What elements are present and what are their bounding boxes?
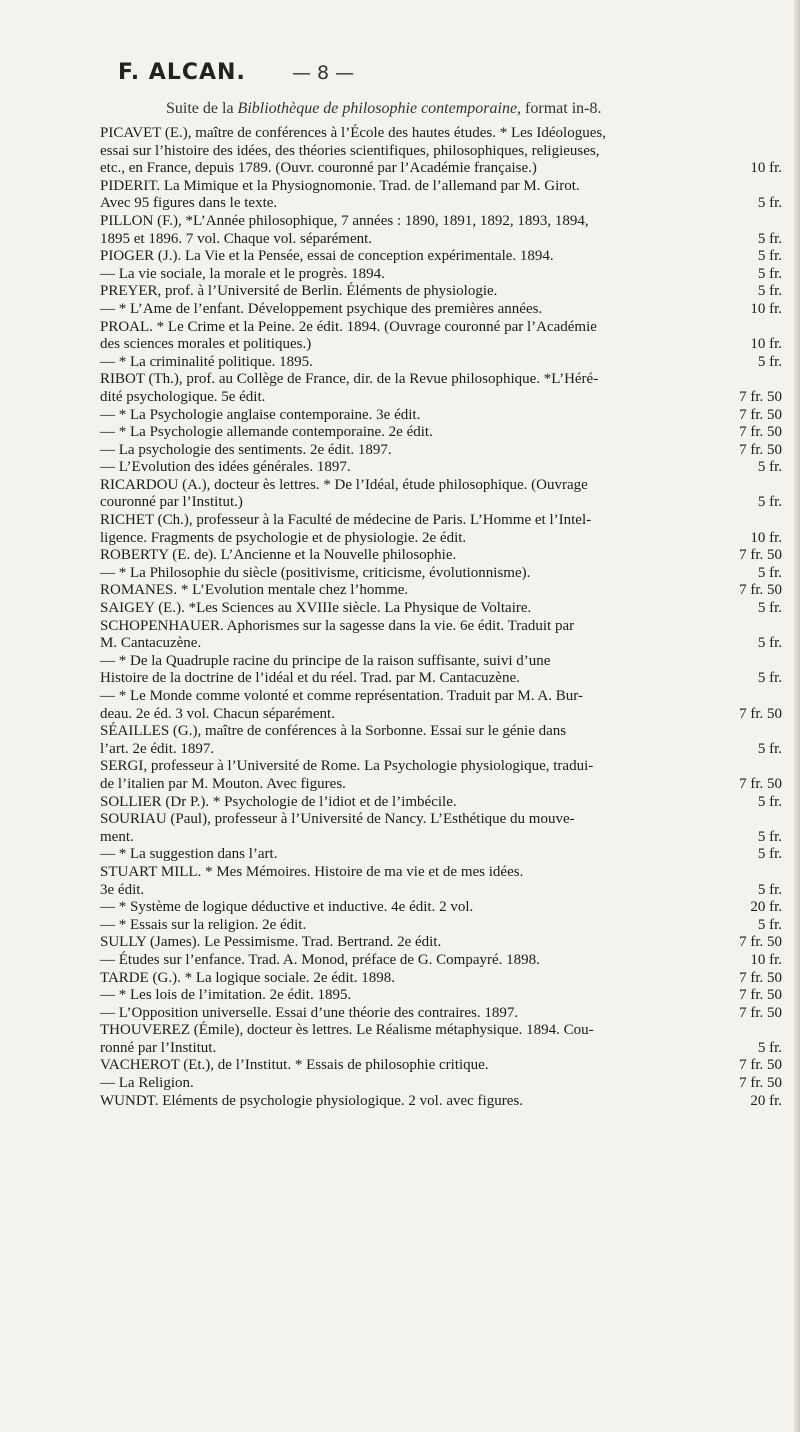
publisher-name: F. ALCAN. [118, 60, 246, 85]
catalog-line [100, 160, 782, 178]
catalog-line [100, 741, 782, 759]
catalog-line [100, 1057, 782, 1075]
catalog-line [100, 512, 782, 530]
catalog-line [100, 952, 782, 970]
page-number: — 8 — [292, 62, 355, 84]
entry-text: RICHET (Ch.), professeur à la Faculté de médecine de Paris. L’Homme et l’Intel- [100, 512, 592, 529]
catalog-line [100, 829, 782, 847]
entry-text: — * La Psychologie allemande contemporaine. 2e édit. [100, 424, 433, 441]
entry-text: WUNDT. Eléments de psychologie physiologique. 2 vol. avec figures. [100, 1092, 523, 1109]
entry-price: 5 fr. [757, 881, 782, 898]
entry-price: 5 fr. [757, 1039, 782, 1056]
catalog-line [100, 758, 782, 776]
entry-text: RIBOT (Th.), prof. au Collège de France, dir. de la Revue philosophique. *L’Héré- [100, 371, 599, 388]
entry-text: — * L’Ame de l’enfant. Développement psychique des premières années. [100, 300, 543, 317]
subtitle-prefix: Suite de la [166, 100, 238, 117]
entry-text: — La psychologie des sentiments. 2e édit. 1897. [100, 441, 392, 458]
entry-price: 7 fr. 50 [739, 969, 782, 986]
entry-text: TARDE (G.). * La logique sociale. 2e édit. 1898. [100, 969, 395, 986]
catalog-line [100, 653, 782, 671]
entry-price: 5 fr. [757, 230, 782, 247]
catalog-line [100, 565, 782, 583]
entry-text: SERGI, professeur à l’Université de Rome. La Psychologie physiologique, tradui- [100, 758, 594, 775]
entry-price: 10 fr. [750, 160, 782, 177]
entry-text: THOUVEREZ (Émile), docteur ès lettres. Le Réalisme métaphysique. 1894. Cou- [100, 1022, 594, 1039]
entry-text: deau. 2e éd. 3 vol. Chacun séparément. [100, 705, 335, 722]
entry-price: 7 fr. 50 [739, 547, 782, 564]
entry-text: RICARDOU (A.), docteur ès lettres. * De l’Idéal, étude philosophique. (Ouvrage [100, 476, 588, 493]
catalog-line [100, 477, 782, 495]
entry-text: PROAL. * Le Crime et la Peine. 2e édit. 1894. (Ouvrage couronné par l’Académie [100, 318, 597, 335]
catalog-line [100, 899, 782, 917]
catalog-line [100, 143, 782, 161]
entry-text: ROBERTY (E. de). L’Ancienne et la Nouvelle philosophie. [100, 547, 457, 564]
catalog-line [100, 987, 782, 1005]
entry-text: PILLON (F.), *L’Année philosophique, 7 années : 1890, 1891, 1892, 1893, 1894, [100, 212, 589, 229]
entry-price: 5 fr. [757, 459, 782, 476]
entry-price: 10 fr. [750, 951, 782, 968]
entry-text: couronné par l’Institut.) [100, 494, 243, 511]
entry-text: SAIGEY (E.). *Les Sciences au XVIIIe siècle. La Physique de Voltaire. [100, 600, 532, 617]
entry-text: 3e édit. [100, 881, 145, 898]
catalog-line [100, 231, 782, 249]
entry-text: SÉAILLES (G.), maître de conférences à la Sorbonne. Essai sur le génie dans [100, 723, 567, 740]
catalog-line [100, 195, 782, 213]
entry-price: 5 fr. [757, 828, 782, 845]
entry-price: 10 fr. [750, 336, 782, 353]
catalog-line [100, 706, 782, 724]
entry-price: 5 fr. [757, 265, 782, 282]
series-title: Bibliothèque de philosophie contemporaine [237, 100, 518, 117]
catalog-line [100, 547, 782, 565]
catalog-line [100, 371, 782, 389]
entry-text: de l’italien par M. Mouton. Avec figures. [100, 775, 346, 792]
catalog-line [100, 459, 782, 477]
entry-price: 5 fr. [757, 248, 782, 265]
entry-price: 7 fr. 50 [739, 987, 782, 1004]
catalog-line [100, 1022, 782, 1040]
catalog-line [100, 917, 782, 935]
catalog-line [100, 670, 782, 688]
catalog-line [100, 776, 782, 794]
entry-text: ROMANES. * L’Evolution mentale chez l’homme. [100, 582, 409, 599]
entry-text: VACHEROT (Et.), de l’Institut. * Essais de philosophie critique. [100, 1057, 489, 1074]
catalog-line [100, 424, 782, 442]
entry-price: 7 fr. 50 [739, 775, 782, 792]
entry-text: PIOGER (J.). La Vie et la Pensée, essai de conception expérimentale. 1894. [100, 248, 554, 265]
entry-text: — * De la Quadruple racine du principe de la raison suffisante, suivi d’une [100, 652, 551, 669]
entry-text: — * Les lois de l’imitation. 2e édit. 1895. [100, 987, 352, 1004]
entry-price: 7 fr. 50 [739, 1075, 782, 1092]
catalog-line [100, 530, 782, 548]
entry-text: ronné par l’Institut. [100, 1039, 217, 1056]
catalog-line [100, 301, 782, 319]
entry-price: 7 fr. 50 [739, 1057, 782, 1074]
catalog-line [100, 283, 782, 301]
catalog-line [100, 319, 782, 337]
entry-price: 5 fr. [757, 916, 782, 933]
entry-price: 7 fr. 50 [739, 934, 782, 951]
catalog-line [100, 846, 782, 864]
entry-text: Histoire de la doctrine de l’idéal et du réel. Trad. par M. Cantacuzène. [100, 670, 520, 687]
entry-price: 5 fr. [757, 600, 782, 617]
entry-price: 5 fr. [757, 846, 782, 863]
catalog-line [100, 213, 782, 231]
catalog-line [100, 618, 782, 636]
entry-text: ment. [100, 828, 134, 845]
catalog-line [100, 494, 782, 512]
entry-price: 5 fr. [757, 353, 782, 370]
entry-price: 7 fr. 50 [739, 388, 782, 405]
entry-text: dité psychologique. 5e édit. [100, 388, 266, 405]
entry-text: — * Système de logique déductive et inductive. 4e édit. 2 vol. [100, 899, 474, 916]
catalog-line [100, 1040, 782, 1058]
catalog-line [100, 389, 782, 407]
entry-text: — * La suggestion dans l’art. [100, 846, 278, 863]
entry-text: SOURIAU (Paul), professeur à l’Université de Nancy. L’Esthétique du mouve- [100, 811, 575, 828]
entry-text: PREYER, prof. à l’Université de Berlin. Éléments de physiologie. [100, 283, 498, 300]
catalog-line [100, 864, 782, 882]
entry-price: 5 fr. [757, 283, 782, 300]
entry-price: 7 fr. 50 [739, 441, 782, 458]
entry-text: SCHOPENHAUER. Aphorismes sur la sagesse dans la vie. 6e édit. Traduit par [100, 617, 575, 634]
entry-price: 20 fr. [750, 899, 782, 916]
entry-text: — L’Opposition universelle. Essai d’une théorie des contraires. 1897. [100, 1004, 519, 1021]
entry-price: 7 fr. 50 [739, 406, 782, 423]
entry-price: 7 fr. 50 [739, 705, 782, 722]
entry-text: — * La Psychologie anglaise contemporaine. 3e édit. [100, 406, 421, 423]
catalog-line [100, 266, 782, 284]
entry-text: des sciences morales et politiques.) [100, 336, 312, 353]
entry-text: STUART MILL. * Mes Mémoires. Histoire de ma vie et de mes idées. [100, 863, 524, 880]
entry-text: ligence. Fragments de psychologie et de physiologie. 2e édit. [100, 529, 467, 546]
entry-price: 5 fr. [757, 635, 782, 652]
catalog-line [100, 723, 782, 741]
entry-text: PIDERIT. La Mimique et la Physiognomonie. Trad. de l’allemand par M. Girot. [100, 177, 580, 194]
entry-text: — * Le Monde comme volonté et comme représentation. Traduit par M. A. Bur- [100, 688, 583, 704]
page-edge [794, 0, 800, 1432]
entry-price: 7 fr. 50 [739, 1004, 782, 1021]
entry-text: essai sur l’histoire des idées, des théories scientifiques, philosophiques, religieuses, [100, 142, 600, 159]
entry-price: 20 fr. [750, 1092, 782, 1109]
entry-text: — * La criminalité politique. 1895. [100, 353, 313, 370]
entry-text: — La vie sociale, la morale et le progrès. 1894. [100, 265, 385, 282]
subtitle-suffix: , format in-8. [517, 100, 602, 117]
entry-price: 5 fr. [757, 740, 782, 757]
catalog-line [100, 635, 782, 653]
entry-text: — La Religion. [100, 1075, 194, 1092]
catalog-line [100, 354, 782, 372]
page-header [118, 60, 718, 88]
catalog-entries [100, 125, 782, 1110]
entry-price: 5 fr. [757, 564, 782, 581]
entry-text: etc., en France, depuis 1789. (Ouvr. couronné par l’Académie française.) [100, 160, 537, 177]
catalog-line [100, 407, 782, 425]
catalog-line [100, 582, 782, 600]
catalog-line [100, 442, 782, 460]
catalog-line [100, 1093, 782, 1111]
entry-price: 7 fr. 50 [739, 582, 782, 599]
catalog-line [100, 178, 782, 196]
entry-text: SOLLIER (Dr P.). * Psychologie de l’idiot et de l’imbécile. [100, 793, 457, 810]
entry-price: 5 fr. [757, 494, 782, 511]
entry-text: — L’Evolution des idées générales. 1897. [100, 459, 351, 476]
entry-price: 5 fr. [757, 670, 782, 687]
entry-text: M. Cantacuzène. [100, 635, 202, 652]
entry-price: 10 fr. [750, 300, 782, 317]
entry-text: — * Essais sur la religion. 2e édit. [100, 916, 307, 933]
entry-text: PICAVET (E.), maître de conférences à l’École des hautes études. * Les Idéologues, [100, 125, 606, 141]
catalog-line [100, 794, 782, 812]
catalog-line [100, 600, 782, 618]
catalog-line [100, 882, 782, 900]
catalog-line [100, 970, 782, 988]
series-subtitle [166, 100, 766, 118]
entry-text: l’art. 2e édit. 1897. [100, 740, 215, 757]
entry-text: SULLY (James). Le Pessimisme. Trad. Bertrand. 2e édit. [100, 934, 442, 951]
catalog-line [100, 1075, 782, 1093]
entry-text: — Études sur l’enfance. Trad. A. Monod, préface de G. Compayré. 1898. [100, 951, 540, 968]
entry-price: 7 fr. 50 [739, 424, 782, 441]
entry-text: — * La Philosophie du siècle (positivisme, criticisme, évolutionnisme). [100, 564, 531, 581]
entry-text: Avec 95 figures dans le texte. [100, 195, 278, 212]
entry-price: 10 fr. [750, 529, 782, 546]
catalog-line [100, 248, 782, 266]
catalog-line [100, 1005, 782, 1023]
catalog-line [100, 688, 782, 706]
catalog-line [100, 125, 782, 143]
entry-text: 1895 et 1896. 7 vol. Chaque vol. séparément. [100, 230, 373, 247]
catalog-line [100, 336, 782, 354]
catalog-line [100, 811, 782, 829]
entry-price: 5 fr. [757, 195, 782, 212]
catalog-line [100, 934, 782, 952]
entry-price: 5 fr. [757, 793, 782, 810]
